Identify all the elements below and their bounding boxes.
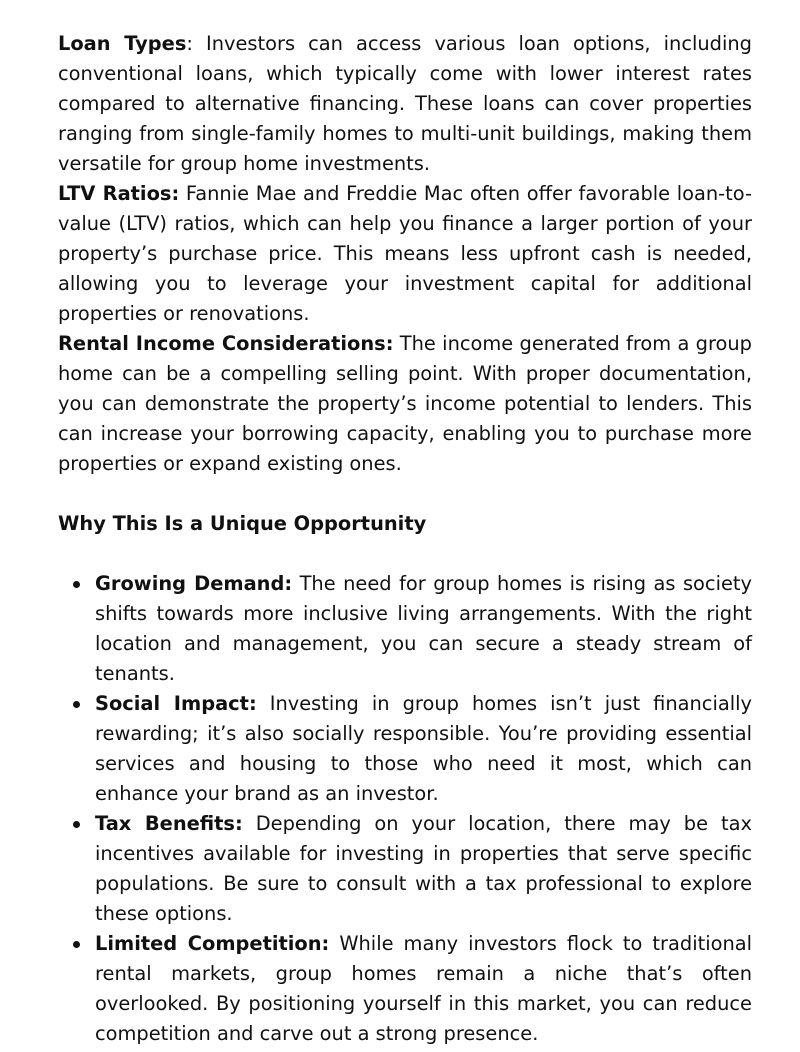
bullet-text: Investing in group homes isn’t just financially rewarding; it’s also socially responsible. You’re providing essential services and housing to those who need it most, which can enhance your brand as an investor. — [95, 692, 752, 805]
paragraph-text: Fannie Mae and Freddie Mac often offer favorable loan-to-value (LTV) ratios, which can help you finance a larger portion of your property’s purchase price. This means less upfront cash is needed, allowing you to leverage your investment capital for additional properties or renovations. — [58, 182, 752, 325]
section-spacer — [58, 539, 752, 569]
section-spacer — [58, 479, 752, 509]
bullet-list — [58, 569, 752, 1049]
bullet-label: Limited Competition: — [95, 932, 330, 955]
list-item — [58, 929, 752, 1049]
bullet-label: Tax Benefits: — [95, 812, 243, 835]
paragraph-loan-types — [58, 29, 752, 179]
paragraph-rental-income — [58, 329, 752, 479]
bullet-text: While many investors flock to traditional rental markets, group homes remain a niche that’s often overlooked. By positioning yourself in this market, you can reduce competition and carve out a strong presence. — [95, 932, 752, 1045]
list-item — [58, 569, 752, 689]
bullet-icon — [73, 941, 80, 948]
bullet-icon — [73, 821, 80, 828]
paragraph-ltv-ratios — [58, 179, 752, 329]
paragraph-text: The income generated from a group home can be a compelling selling point. With proper documentation, you can demonstrate the property’s income potential to lenders. This can increase your borrowing capacity, enabling you to purchase more properties or expand existing ones. — [58, 332, 752, 475]
paragraph-label: Rental Income Considerations: — [58, 332, 394, 355]
paragraph-label: Loan Types — [58, 32, 187, 55]
bullet-icon — [73, 701, 80, 708]
bullet-label: Growing Demand: — [95, 572, 293, 595]
list-item — [58, 809, 752, 929]
document-page — [58, 29, 752, 1049]
bullet-label: Social Impact: — [95, 692, 257, 715]
paragraph-text: : Investors can access various loan options, including conventional loans, which typically come with lower interest rates compared to alternative financing. These loans can cover properties ranging from single-family homes to multi-unit buildings, making them versatile for group home investments. — [58, 32, 752, 175]
section-heading: Why This Is a Unique Opportunity — [58, 512, 427, 535]
bullet-text: Depending on your location, there may be tax incentives available for investing in properties that serve specific populations. Be sure to consult with a tax professional to explore these options. — [95, 812, 752, 925]
bullet-icon — [73, 581, 80, 588]
paragraph-label: LTV Ratios: — [58, 182, 180, 205]
bullet-text: The need for group homes is rising as society shifts towards more inclusive living arrangements. With the right location and management, you can secure a steady stream of tenants. — [95, 572, 752, 685]
list-item — [58, 689, 752, 809]
